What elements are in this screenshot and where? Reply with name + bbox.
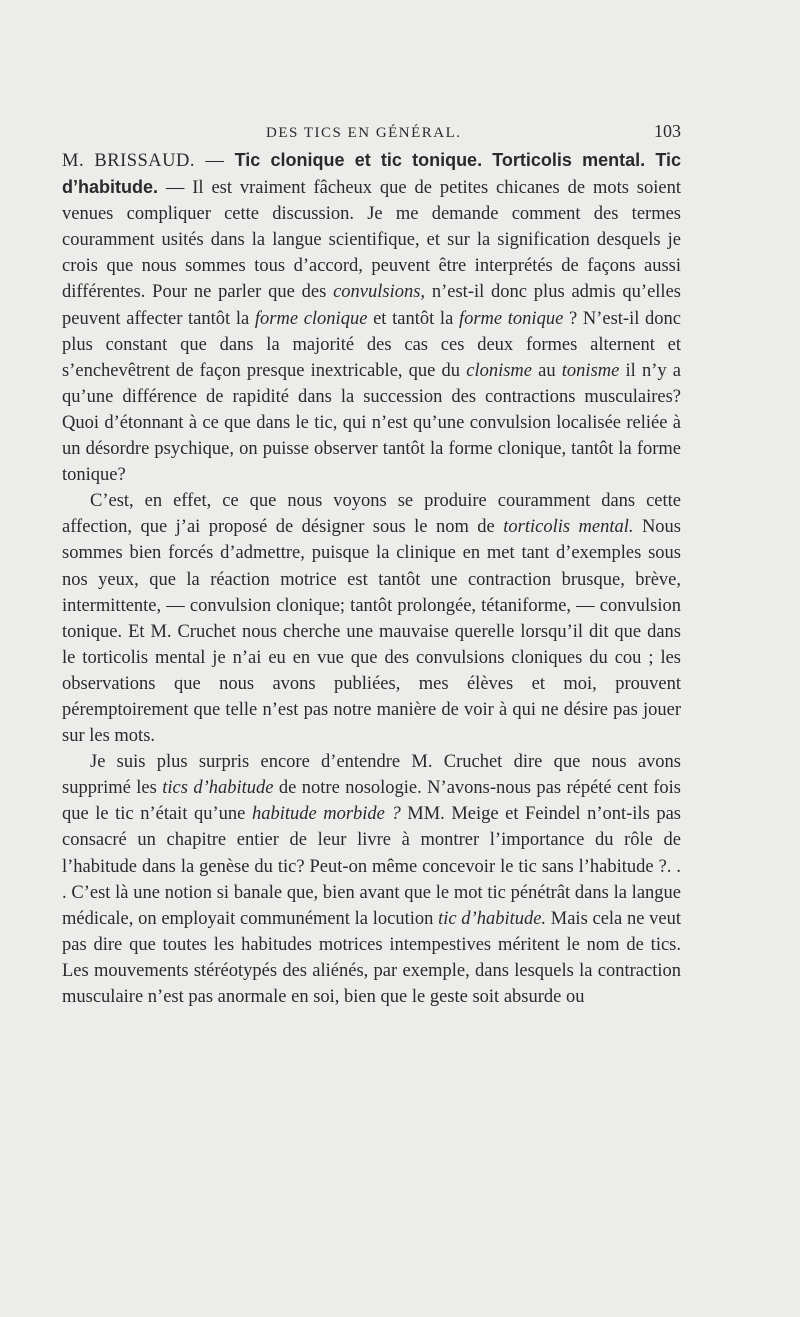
italic-term: forme tonique: [458, 308, 564, 329]
italic-term: tics d’habitude: [162, 778, 274, 799]
text-run: Nous sommes bien forcés d’admettre, puisque la clinique en met tant d’exemples sous nos yeux, que la réaction motrice est tantôt une contraction brusque, brève, intermittente, — convulsion clonique; tantôt prolongée, tétaniforme, — convulsion tonique. Et M. Cruchet nous cherche une mauvaise querelle lorsqu’il dit que dans le torticolis mental je n’ai eu en vue que des convulsions cloniques du cou ; les observations que nous avons publiées, mes élèves et moi, prouvent péremptoirement que telle n’est pas notre manière de voir à qui ne désire pas jouer sur les mots.: [62, 517, 681, 747]
paragraph: [62, 488, 681, 749]
section-heading: Tic clonique et tic tonique. Torticolis mental. Tic d’habitude.: [62, 150, 682, 198]
text-run: ? N’est-il donc plus constant que dans la majorité des cas ces deux formes alternent et s’enchevêtrent de façon presque inextricable, que du: [62, 308, 681, 381]
italic-term: torticolis mental.: [503, 517, 634, 538]
italic-term: tonisme: [561, 360, 620, 381]
text-run: n’est-il donc plus admis qu’elles peuvent affecter tantôt la: [62, 282, 681, 329]
author-name: M. BRISSAUD. —: [62, 151, 235, 171]
text-run: C’est, en effet, ce que nous voyons se produire couramment dans cette affection, que j’ai proposé de désigner sous le nom de: [62, 491, 681, 538]
italic-term: tic d’habitude.: [438, 908, 547, 929]
body-text: [62, 147, 681, 1010]
text-run: Mais cela ne veut pas dire que toutes les habitudes motrices intempestives méritent le nom de tics. Les mouvements stéréotypés des aliénés, par exemple, dans lesquels la contraction musculaire n’est pas anormale en soi, bien que le geste soit absurde ou: [62, 908, 681, 1007]
text-run: il n’y a qu’une différence de rapidité dans la succession des contractions musculaires? Quoi d’étonnant à ce que dans le tic, qui n’est qu’une convulsion localisée reliée à un désordre psychique, on puisse observer tantôt la forme clonique, tantôt la forme tonique?: [62, 360, 681, 486]
text-run: et tantôt la: [367, 308, 459, 329]
text-run: Je suis plus surpris encore d’entendre M. Cruchet dire que nous avons supprimé les: [62, 752, 681, 799]
paragraph: [62, 749, 681, 1010]
text-run: au: [532, 360, 562, 381]
running-title: DES TICS EN GÉNÉRAL.: [266, 125, 462, 141]
italic-term: convulsions,: [333, 282, 426, 303]
page-header: [62, 121, 681, 145]
italic-term: clonisme: [466, 360, 532, 381]
paragraph: [62, 147, 681, 488]
text-run: — Il est vraiment fâcheux que de petites chicanes de mots soient venues compliquer cette discussion. Je me demande comment des termes couramment usités dans la langue scientifique, et sur la signification desquels je crois que nous sommes tous d’accord, peuvent être interprétés de façons aussi différentes. Pour ne parler que des: [62, 178, 681, 303]
text-run: de notre nosologie. N’avons-nous pas répété cent fois que le tic n’était qu’une: [62, 778, 682, 825]
italic-term: habitude morbide ?: [251, 804, 401, 825]
italic-term: forme clonique: [254, 308, 368, 329]
text-run: MM. Meige et Feindel n’ont-ils pas consacré un chapitre entier de leur livre à montrer l’importance du rôle de l’habitude dans la genèse du tic? Peut-on même concevoir le tic sans l’habitude ?. . . C’est là une notion si banale que, bien avant que le mot tic pénétrât dans la langue médicale, on employait communément la locution: [62, 804, 681, 929]
page-number: 103: [654, 121, 681, 141]
